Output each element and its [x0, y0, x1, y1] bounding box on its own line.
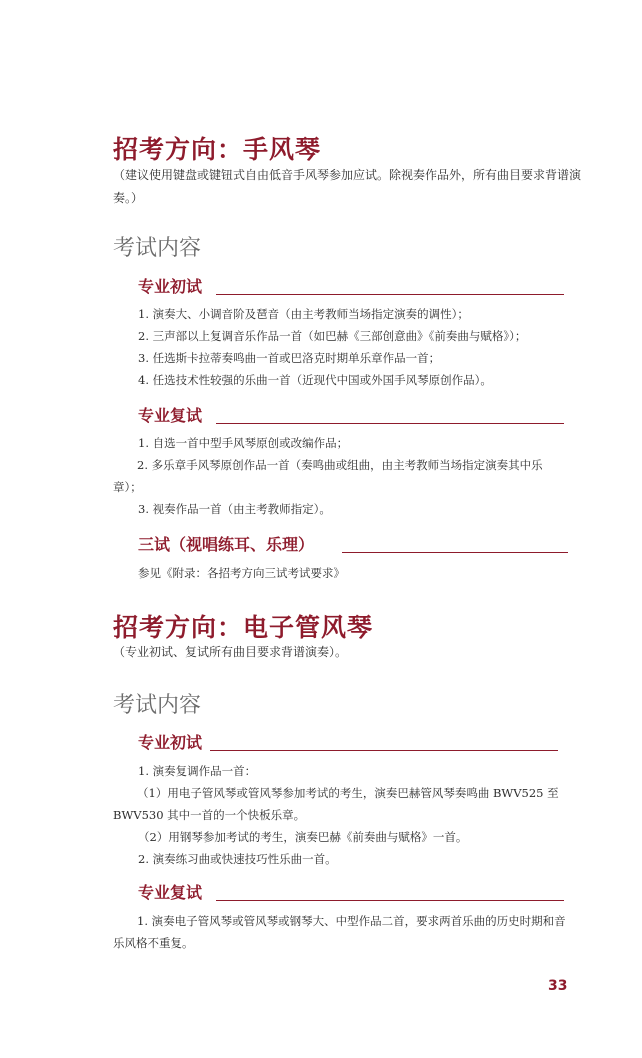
section-label: 专业复试 — [138, 883, 203, 902]
section-label: 专业初试 — [138, 733, 203, 752]
list-item: 2. 多乐章手风琴原创作品一首（奏鸣曲或组曲，由主考教师当场指定演奏其中乐章）； — [113, 458, 543, 494]
section-rule — [342, 552, 568, 553]
section-rule — [216, 294, 564, 295]
organ-first-round-header — [138, 730, 558, 754]
section-label: 三试（视唱练耳、乐理） — [138, 535, 315, 554]
organ-content-heading: 考试内容 — [113, 693, 202, 718]
section-label: 专业初试 — [138, 277, 203, 296]
accordion-third-round-header — [138, 532, 568, 556]
list-item: 1. 演奏大、小调音阶及琶音（由主考教师当场指定演奏的调性）； — [138, 307, 469, 321]
accordion-first-round-header — [138, 274, 564, 298]
organ-direction-title: 招考方向：电子管风琴 — [113, 613, 374, 642]
appendix-reference: 参见《附录：各招考方向三试考试要求》 — [138, 566, 345, 580]
accordion-note: （建议使用键盘或键钮式自由低音手风琴参加应试。除视奏作品外，所有曲目要求背谱演奏。） — [113, 168, 582, 205]
list-item: 1. 自选一首中型手风琴原创或改编作品； — [138, 436, 349, 450]
list-item: （2）用钢琴参加考试的考生，演奏巴赫《前奏曲与赋格》一首。 — [138, 830, 468, 844]
list-item: 4. 任选技术性较强的乐曲一首（近现代中国或外国手风琴原创作品）。 — [138, 373, 492, 387]
accordion-second-round-header — [138, 403, 564, 427]
list-item: 3. 视奏作品一首（由主考教师指定）。 — [138, 502, 331, 516]
list-item: 1. 演奏电子管风琴或管风琴或钢琴大、中型作品二首，要求两首乐曲的历史时期和音乐风格不重复。 — [113, 914, 566, 950]
list-item: （1）用电子管风琴或管风琴参加考试的考生，演奏巴赫管风琴奏鸣曲 BWV525 至 BWV530 其中一首的一个快板乐章。 — [113, 786, 559, 822]
accordion-direction-title: 招考方向：手风琴 — [113, 135, 322, 164]
section-rule — [210, 750, 558, 751]
organ-second-round-header — [138, 880, 564, 904]
organ-note: （专业初试、复试所有曲目要求背谱演奏）。 — [113, 645, 348, 659]
accordion-content-heading: 考试内容 — [113, 236, 202, 261]
section-rule — [216, 423, 564, 424]
page-number: 33 — [548, 978, 568, 994]
list-item: 2. 三声部以上复调音乐作品一首（如巴赫《三部创意曲》《前奏曲与赋格》）； — [138, 329, 527, 343]
section-rule — [216, 900, 564, 901]
section-label: 专业复试 — [138, 406, 203, 425]
list-item: 2. 演奏练习曲或快速技巧性乐曲一首。 — [138, 852, 337, 866]
list-item: 3. 任选斯卡拉蒂奏鸣曲一首或巴洛克时期单乐章作品一首； — [138, 351, 441, 365]
list-item: 1. 演奏复调作品一首： — [138, 764, 257, 778]
